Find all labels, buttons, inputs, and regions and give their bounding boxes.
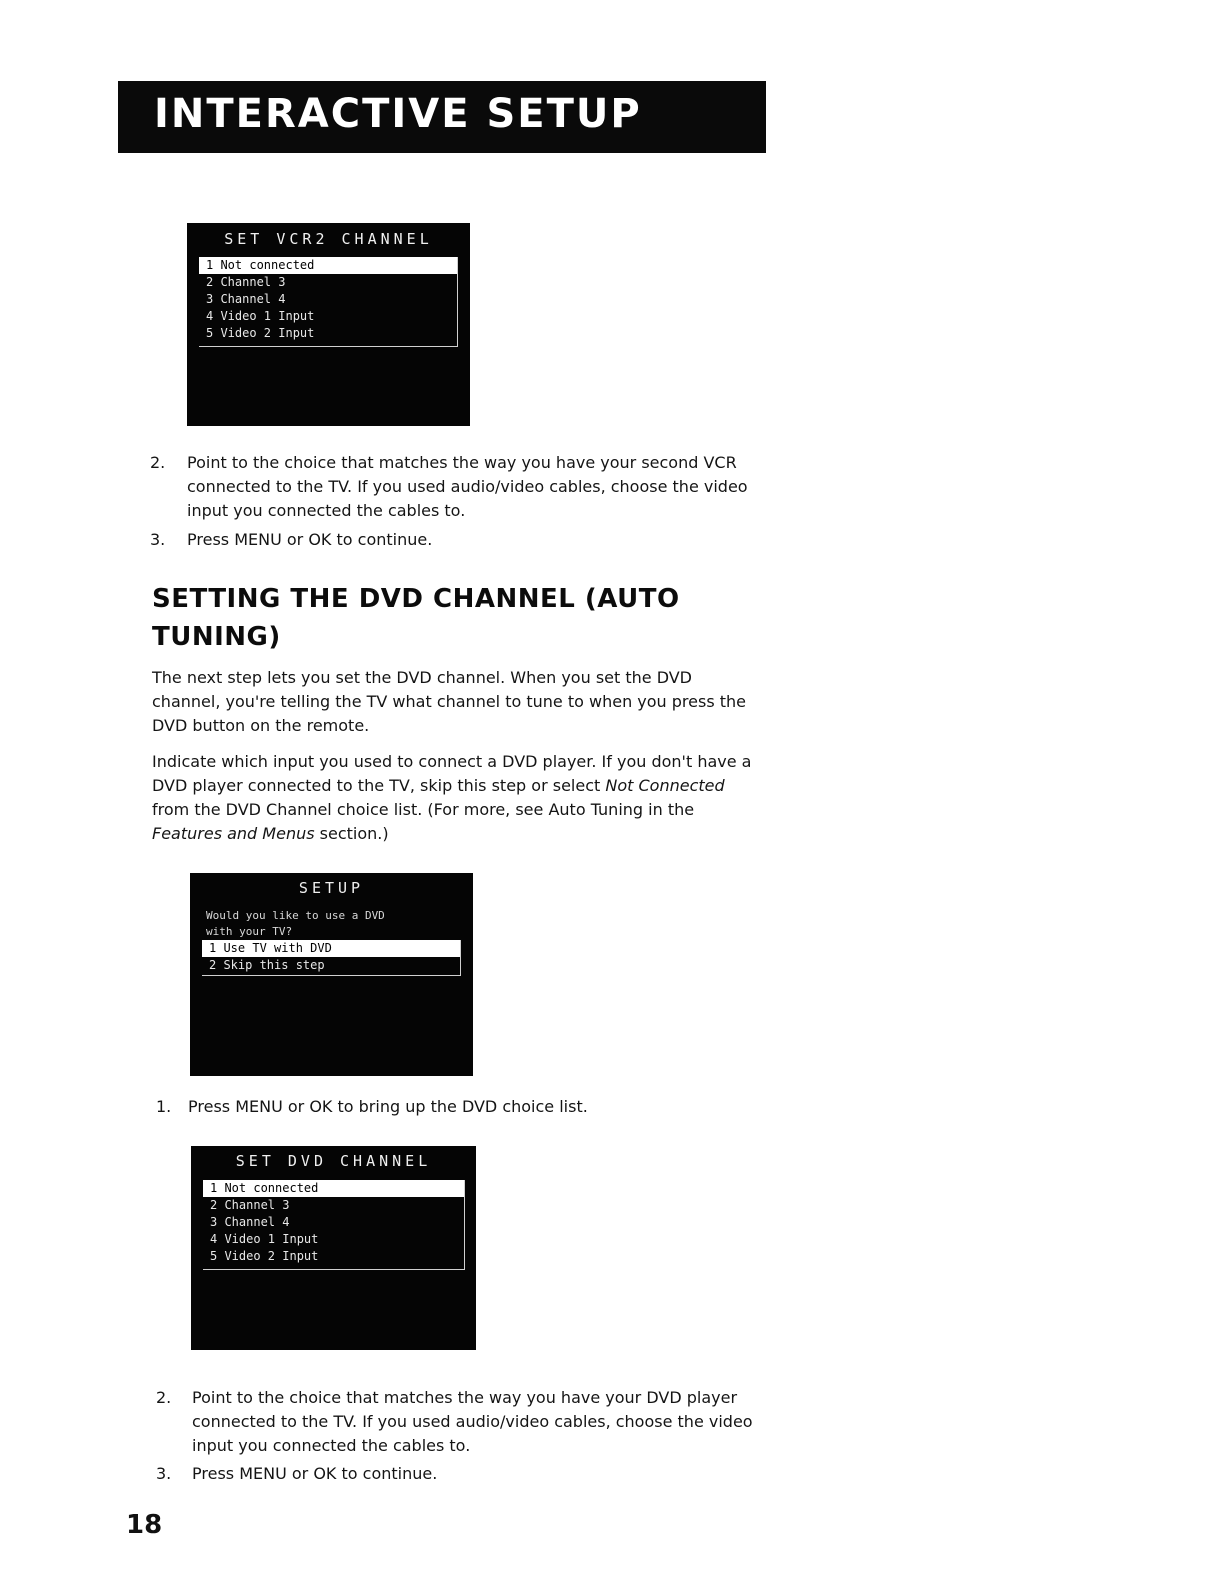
screen-set-dvd-channel — [191, 1146, 476, 1350]
menu-item-channel-4[interactable]: 3 Channel 4 — [210, 1215, 290, 1229]
step-text: Point to the choice that matches the way you have your second VCR connected to the TV. If you used audio/video cables, choose the video input you connected the cables to. — [187, 453, 748, 520]
menu-item-skip-this-step[interactable]: 2 Skip this step — [209, 958, 325, 972]
menu-item-video-1-input[interactable]: 4 Video 1 Input — [210, 1232, 319, 1246]
channel-choice-list — [199, 257, 458, 347]
setup-choice-list — [202, 940, 461, 976]
screen-title: SETUP — [298, 879, 365, 897]
menu-item-video-2-input[interactable]: 5 Video 2 Input — [206, 326, 315, 340]
step-text: Press MENU or OK to continue. — [192, 1464, 438, 1483]
intro-paragraph: The next step lets you set the DVD channel. When you set the DVD channel, you're telling the TV what channel to tune to when you press the DVD button on the remote. — [152, 668, 747, 735]
menu-item-channel-3[interactable]: 2 Channel 3 — [206, 275, 286, 289]
section-banner — [118, 81, 766, 153]
step-text: Press MENU or OK to bring up the DVD choice list. — [188, 1097, 588, 1116]
screen-set-vcr2-channel — [187, 223, 470, 426]
setup-prompt-line-1: Would you like to use a DVD — [206, 909, 385, 922]
step-number: 1. — [156, 1097, 172, 1116]
step-text: Press MENU or OK to continue. — [187, 530, 433, 549]
step-text: Point to the choice that matches the way you have your DVD player connected to the TV. If you used audio/video cables, choose the video input you connected the cables to. — [192, 1388, 753, 1455]
menu-item-not-connected[interactable]: 1 Not connected — [199, 257, 457, 274]
step-item — [156, 1095, 776, 1121]
step-item — [156, 1386, 776, 1461]
menu-item-video-2-input[interactable]: 5 Video 2 Input — [210, 1249, 319, 1263]
step-item — [150, 451, 770, 526]
menu-item-not-connected[interactable]: 1 Not connected — [203, 1180, 464, 1197]
channel-choice-list — [203, 1180, 465, 1270]
menu-item-video-1-input[interactable]: 4 Video 1 Input — [206, 309, 315, 323]
step-item — [156, 1462, 776, 1488]
screen-title: SET VCR2 CHANNEL — [224, 230, 433, 248]
menu-item-channel-4[interactable]: 3 Channel 4 — [206, 292, 286, 306]
step-number: 3. — [150, 530, 166, 549]
screen-setup — [190, 873, 473, 1076]
menu-item-use-tv-with-dvd[interactable]: 1 Use TV with DVD — [202, 940, 460, 957]
section-heading: SETTING THE DVD CHANNEL (AUTO TUNING) — [152, 584, 680, 652]
step-number: 3. — [156, 1464, 172, 1483]
instruction-paragraph: Indicate which input you used to connect a DVD player. If you don't have a DVD player connected to the TV, skip this step or select Not Connected from the DVD Channel choice list. (For more, see Auto Tuning in the Features and Menus section.) — [152, 752, 752, 843]
setup-prompt-line-2: with your TV? — [206, 925, 293, 938]
menu-item-channel-3[interactable]: 2 Channel 3 — [210, 1198, 290, 1212]
page-title: INTERACTIVE SETUP — [154, 91, 642, 137]
page-number: 18 — [126, 1510, 163, 1540]
emphasis-not-connected: Not Connected — [605, 776, 725, 795]
step-item — [150, 528, 770, 554]
step-number: 2. — [156, 1388, 172, 1407]
emphasis-features-and-menus: Features and Menus — [152, 824, 315, 843]
screen-title: SET DVD CHANNEL — [235, 1152, 432, 1170]
step-number: 2. — [150, 453, 166, 472]
